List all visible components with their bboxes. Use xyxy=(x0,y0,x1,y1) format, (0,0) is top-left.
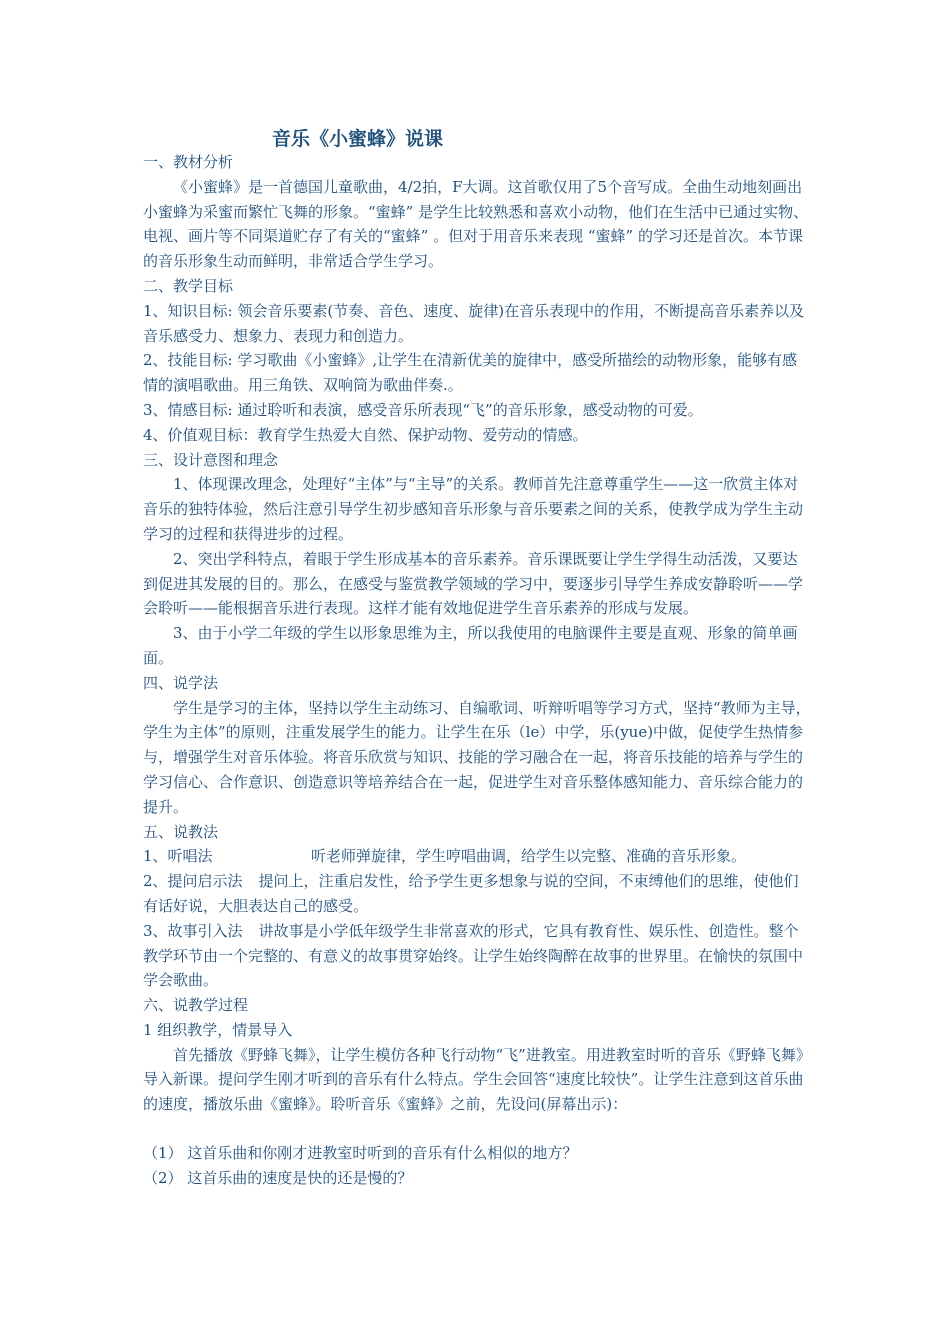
document-title: 音乐《小蜜蜂》说课 xyxy=(272,128,444,150)
section-heading-4: 四、说学法 xyxy=(143,673,219,692)
blank-line xyxy=(143,1117,811,1141)
section-heading-3: 三、设计意图和理念 xyxy=(143,450,279,469)
section-heading-5: 五、说教法 xyxy=(143,822,219,841)
step-heading-1: 1 组织教学，情景导入 xyxy=(143,1020,293,1039)
method-story xyxy=(143,919,811,993)
goal-knowledge: 1、知识目标: 领会音乐要素(节奏、音色、速度、旋律)在音乐表现中的作用，不断提高音乐素养以及音乐感受力、想象力、表现力和创造力。 xyxy=(143,301,805,345)
goal-values: 4、价值观目标：教育学生热爱大自然、保护动物、爱劳动的情感。 xyxy=(143,425,588,444)
section-heading-2: 二、教学目标 xyxy=(143,276,234,295)
section-heading-6: 六、说教学过程 xyxy=(143,996,249,1015)
goal-emotion: 3、情感目标: 通过聆听和表演，感受音乐所表现“飞”的音乐形象，感受动物的可爱。 xyxy=(143,400,703,419)
paragraph-step-1: 首先播放《野蜂飞舞》，让学生模仿各种飞行动物“飞”进教室。用进教室时听的音乐《野蜂飞舞》导入新课。提问学生刚才听到的音乐有什么特点。学生会回答“速度比较快”。让学生注意到这首乐曲的速度，播放乐曲《蜜蜂》。聆听音乐《蜜蜂》之前，先设问(屏幕出示)： xyxy=(143,1045,811,1114)
document-body xyxy=(143,150,811,1191)
section-heading-1: 一、教材分析 xyxy=(143,153,234,171)
method-text: 提问上，注重启发性，给予学生更多想象与说的空间，不束缚他们的思维，使他们有话好说，大胆表达自己的感受。 xyxy=(143,872,799,915)
method-name: 3、故事引入法 xyxy=(143,921,243,940)
paragraph-design-1: 1、体现课改理念，处理好“主体”与“主导”的关系。教师首先注意尊重学生——这一欣赏主体对音乐的独特体验，然后注意引导学生初步感知音乐形象与音乐要素之间的关系，使教学成为学生主动学习的过程和获得进步的过程。 xyxy=(143,475,804,543)
method-name: 2、提问启示法 xyxy=(143,872,243,891)
paragraph-study-method: 学生是学习的主体，坚持以学生主动练习、自编歌词、听辩听唱等学习方式，坚持“教师为主导，学生为主体”的原则，注重发展学生的能力。让学生在乐（le）中学，乐(yue)中做，促使学生热情参与，增强学生对音乐体验。将音乐欣赏与知识、技能的学习融合在一起，将音乐技能的培养与学生的学习信心、合作意识、创造意识等培养结合在一起，促进学生对音乐整体感知能力、音乐综合能力的提升。 xyxy=(143,698,811,816)
question-1: （1） 这首乐曲和你刚才进教室时听到的音乐有什么相似的地方？ xyxy=(143,1144,578,1163)
paragraph-material-analysis: 《小蜜蜂》是一首德国儿童歌曲，4/2拍，F大调。这首歌仅用了5个音写成。全曲生动地刻画出小蜜蜂为采蜜而繁忙飞舞的形象。“蜜蜂” 是学生比较熟悉和喜欢小动物，他们在生活中已通过实物、电视、画片等不同渠道贮存了有关的“蜜蜂” 。但对于用音乐来表现 “蜜蜂” 的学习还是首次。本节课的音乐形象生动而鲜明，非常适合学生学习。 xyxy=(143,177,809,271)
paragraph-design-2: 2、突出学科特点，着眼于学生形成基本的音乐素养。音乐课既要让学生学得生动活泼，又要达到促进其发展的目的。那么，在感受与鉴赏教学领域的学习中，要逐步引导学生养成安静聆听——学会聆听——能根据音乐进行表现。这样才能有效地促进学生音乐素养的形成与发展。 xyxy=(143,549,804,618)
method-text: 讲故事是小学低年级学生非常喜欢的形式，它具有教育性、娱乐性、创造性。整个教学环节由一个完整的、有意义的故事贯穿始终。让学生始终陶醉在故事的世界里。在愉快的氛围中学会歌曲。 xyxy=(143,921,804,990)
paragraph-design-3: 3、由于小学二年级的学生以形象思维为主，所以我使用的电脑课件主要是直观、形象的简单画面。 xyxy=(143,624,798,667)
method-text: 听老师弹旋律，学生哼唱曲调，给学生以完整、准确的音乐形象。 xyxy=(311,847,747,866)
method-name: 1、听唱法 xyxy=(143,847,213,866)
question-2: （2） 这首乐曲的速度是快的还是慢的？ xyxy=(143,1168,413,1187)
method-listen-sing xyxy=(143,844,811,869)
goal-skill: 2、技能目标: 学习歌曲《小蜜蜂》,让学生在清新优美的旋律中，感受所描绘的动物形象，能够有感情的演唱歌曲。用三角铁、双响筒为歌曲伴奏.。 xyxy=(143,351,798,395)
method-questioning xyxy=(143,869,811,919)
